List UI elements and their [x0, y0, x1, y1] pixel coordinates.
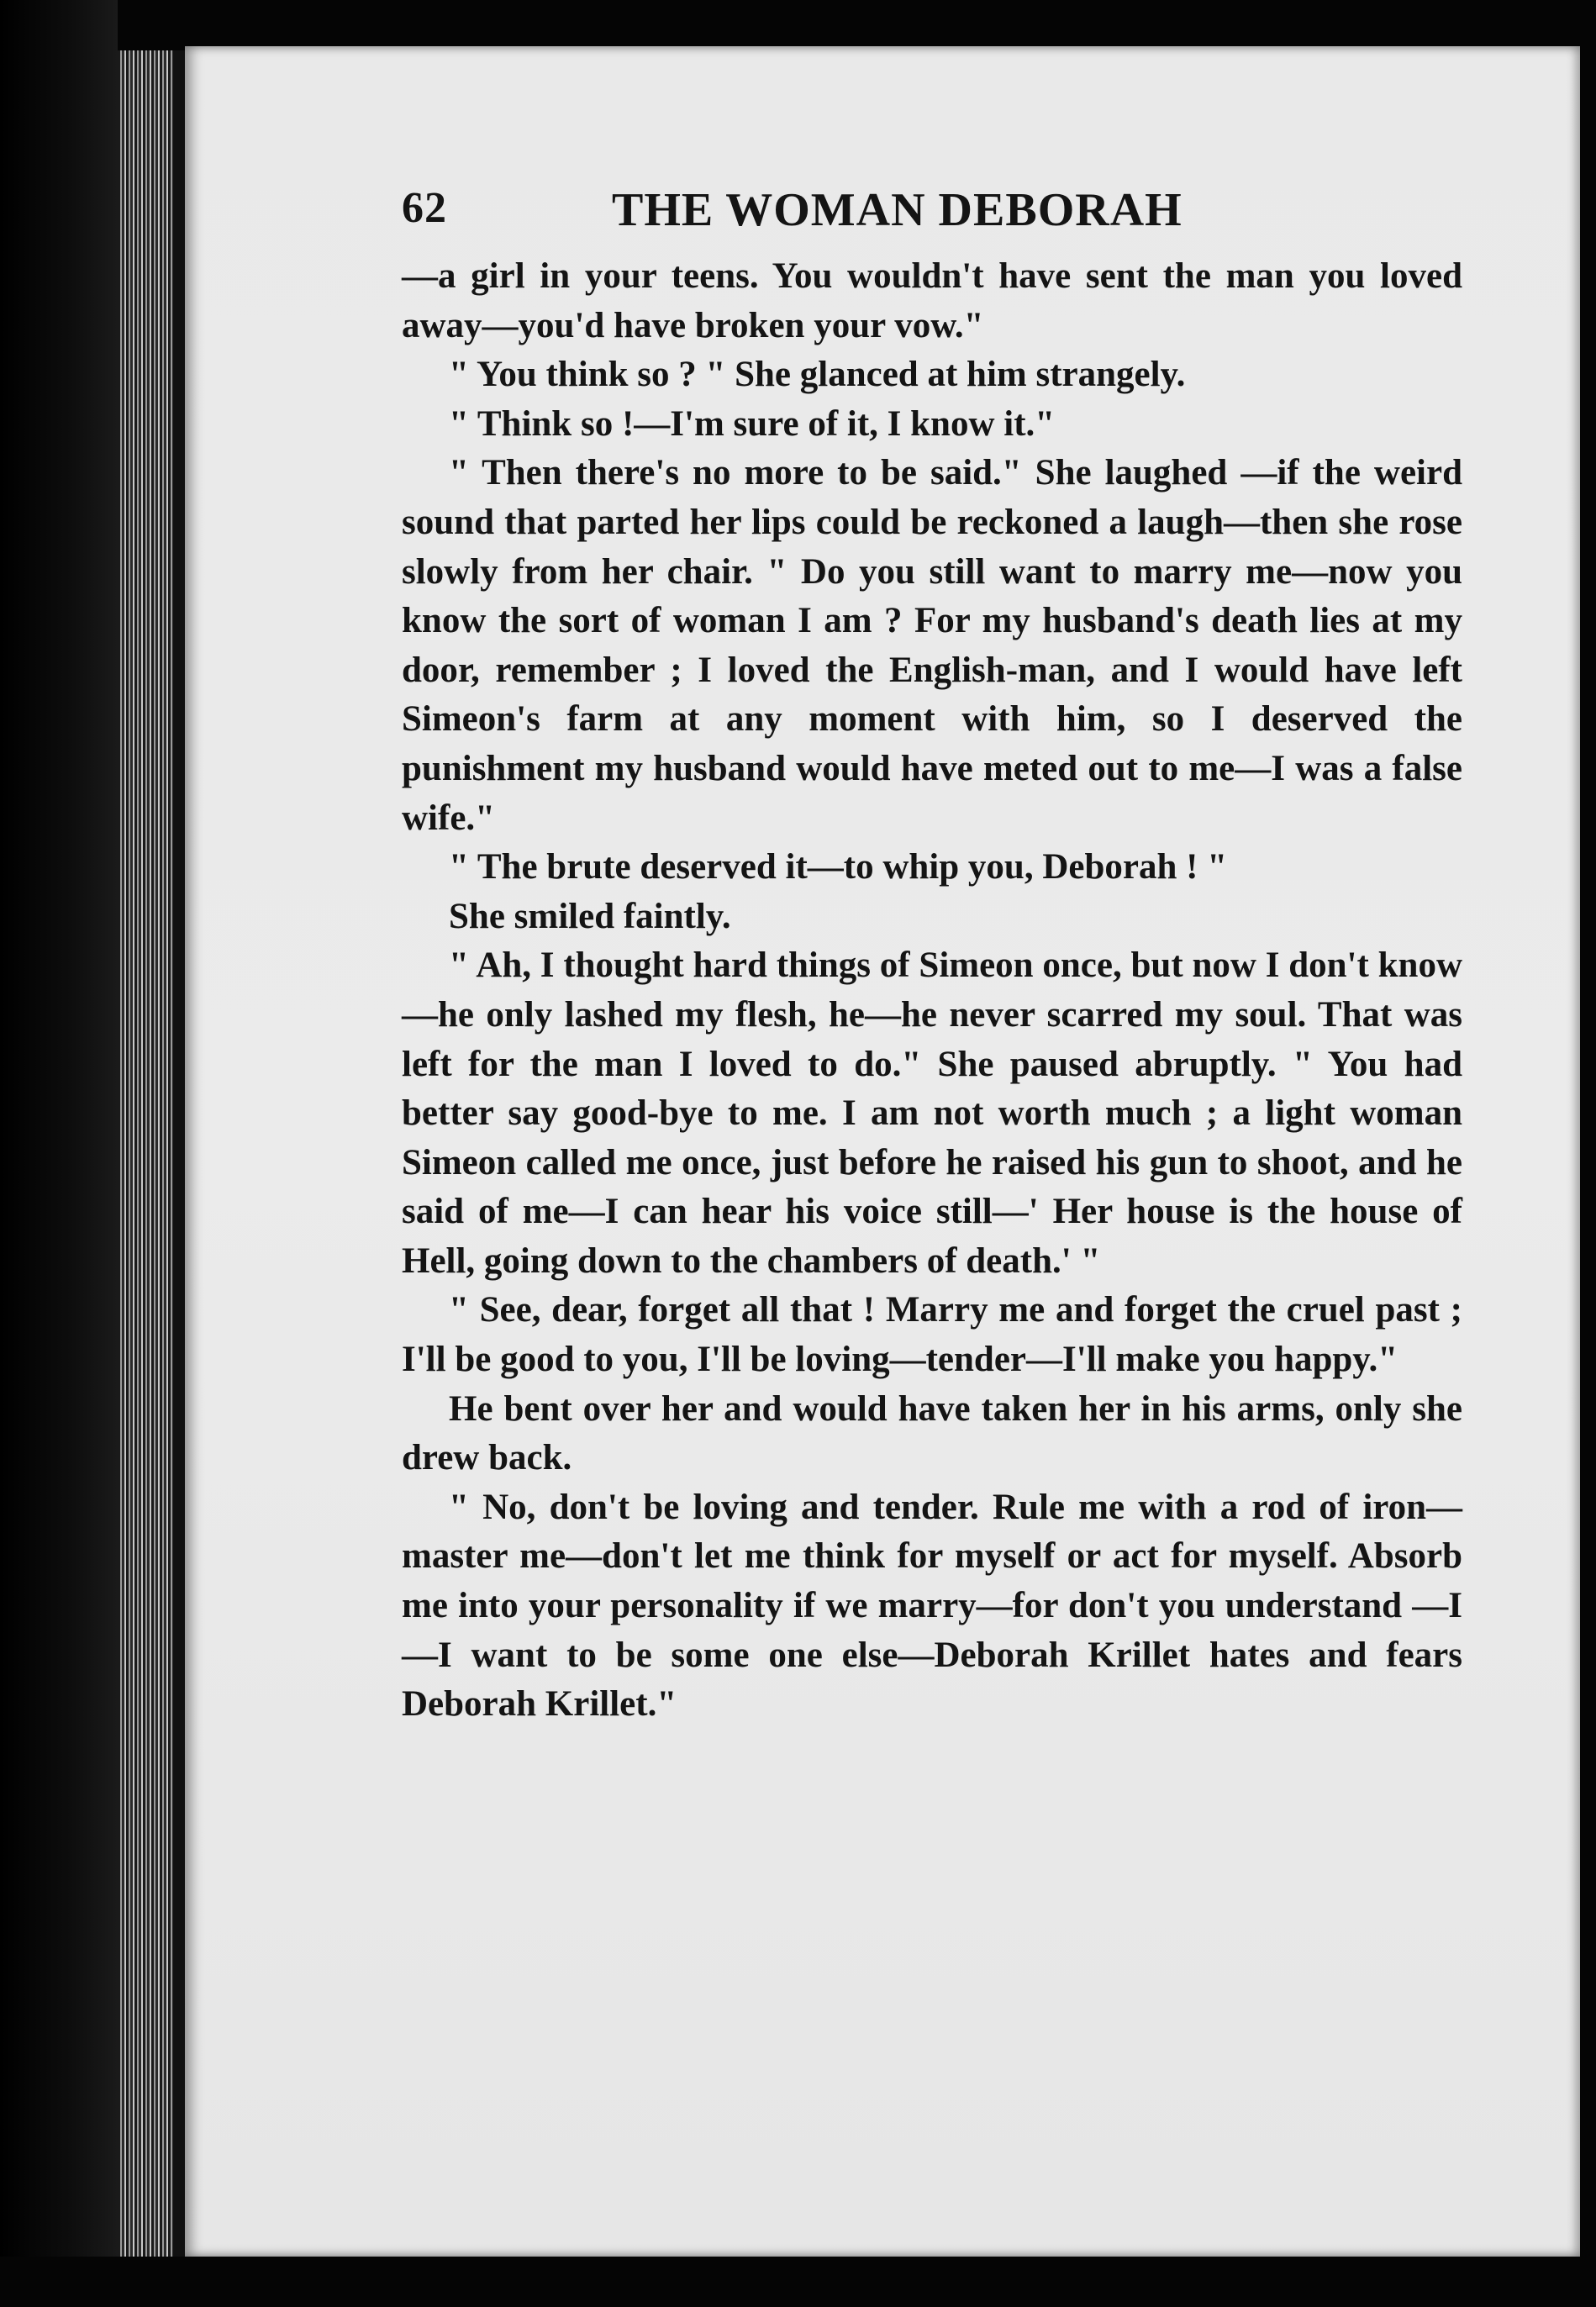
- paragraph: —a girl in your teens. You wouldn't have sent the man you loved away—you'd have broken your vow.": [402, 256, 1462, 345]
- paragraph: " Then there's no more to be said." She laughed —if the weird sound that parted her lips could be reckoned a laugh—then she rose slowly from her chair. " Do you still want to marry me—now you know the sort of woman I am ? For my husband's death lies at my door, remember ; I loved the English-man, and I would have left Simeon's farm at any moment with him, so I deserved the punishment my husband would have meted out to me—I was a false wife.": [402, 453, 1462, 838]
- page-header: [402, 175, 1462, 242]
- paragraph: She smiled faintly.: [449, 896, 731, 936]
- page-number: 62: [402, 184, 447, 232]
- running-head: THE WOMAN DEBORAH: [612, 184, 1183, 236]
- paragraph: " The brute deserved it—to whip you, Deborah ! ": [449, 847, 1228, 888]
- text-block: [402, 175, 1462, 1730]
- paragraph: " No, don't be loving and tender. Rule me with a rod of iron—master me—don't let me think for myself or act for myself. Absorb me into your personality if we marry—for don't you understand —I—I want to be some one else—Deborah Krillet hates and fears Deborah Krillet.": [402, 1487, 1462, 1725]
- paragraph: " See, dear, forget all that ! Marry me and forget the cruel past ; I'll be good to you, I'll be loving—tender—I'll make you happy.": [402, 1290, 1462, 1380]
- body-text: [402, 252, 1462, 1730]
- book-page-edges: [118, 50, 185, 2261]
- paragraph: He bent over her and would have taken her in his arms, only she drew back.: [402, 1388, 1462, 1478]
- paragraph: " You think so ? " She glanced at him strangely.: [449, 355, 1186, 395]
- paragraph: " Ah, I thought hard things of Simeon once, but now I don't know—he only lashed my flesh, he—he never scarred my soul. That was left for the man I loved to do." She paused abruptly. " You had better say good-bye to me. I am not worth much ; a light woman Simeon called me once, just before he raised his gun to shoot, and he said of me—I can hear his voice still—' Her house is the house of Hell, going down to the chambers of death.' ": [402, 945, 1462, 1281]
- scan-bottom-border: [0, 2257, 1596, 2307]
- paragraph: " Think so !—I'm sure of it, I know it.": [449, 403, 1056, 444]
- scan-shadow: [0, 0, 118, 2307]
